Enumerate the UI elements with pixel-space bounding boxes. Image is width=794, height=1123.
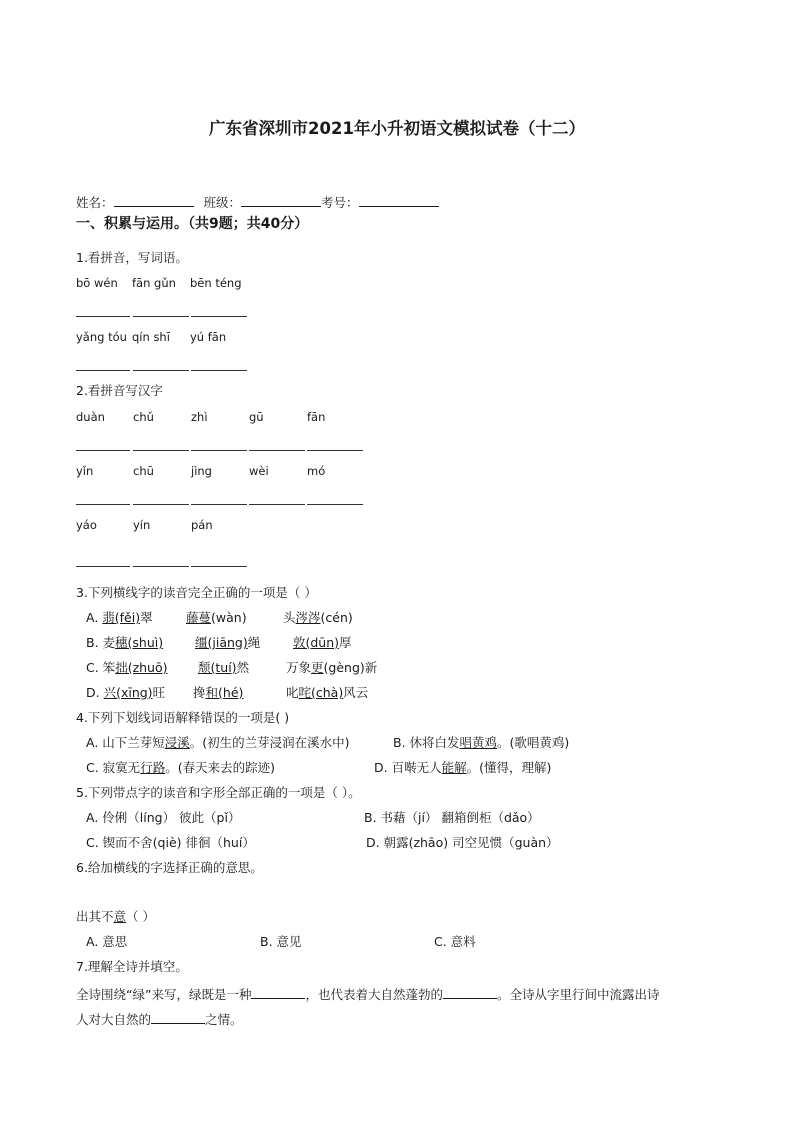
underlined-text: 颓(tuí): [198, 660, 237, 675]
q6-phrase: [76, 909, 155, 925]
answer-line[interactable]: [76, 370, 130, 371]
option-text: 。(春天来去的踪迹): [165, 760, 275, 775]
q4-option-c[interactable]: [86, 760, 275, 776]
q3-option-b[interactable]: [86, 635, 163, 651]
q4-option-a[interactable]: [86, 735, 350, 751]
fill-blank[interactable]: [443, 985, 497, 999]
q2-pinyin: duàn: [76, 410, 105, 424]
option-text: C. 笨: [86, 660, 116, 675]
underlined-text: 咤(chà): [298, 685, 344, 700]
name-label: 姓名：: [76, 195, 114, 210]
student-info-row: [76, 193, 439, 211]
answer-line[interactable]: [307, 504, 363, 505]
q3-option-c-word3: [286, 660, 377, 676]
q1-pinyin: yú fān: [190, 330, 227, 344]
option-text: 风云: [343, 685, 369, 700]
underlined-text: 穗(shuì): [115, 635, 164, 650]
prompt-text: 全诗围绕“绿”来写，绿既是一种: [76, 987, 252, 1002]
answer-line[interactable]: [76, 316, 130, 317]
option-text: 然: [236, 660, 250, 675]
option-text: (wàn): [211, 610, 247, 625]
q3-option-c[interactable]: [86, 660, 168, 676]
q1-pinyin: yǎng tóu: [76, 330, 127, 344]
q7-line-2: [76, 1010, 243, 1028]
q4-option-b[interactable]: [393, 735, 569, 751]
prompt-text: ，也代表着大自然蓬勃的: [305, 987, 443, 1002]
answer-line[interactable]: [191, 504, 247, 505]
underlined-text: 拙(zhuō): [115, 660, 168, 675]
option-text: 翠: [140, 610, 153, 625]
option-text: C. 寂寞无: [86, 760, 141, 775]
fill-blank[interactable]: [151, 1010, 205, 1024]
q1-pinyin: bēn téng: [190, 276, 242, 290]
question-2-stem: 2.看拼音写汉字: [76, 383, 163, 398]
q5-option-c[interactable]: C. 锲而不舍(qiè) 徘徊（huí）: [86, 835, 255, 850]
name-blank[interactable]: [114, 193, 194, 207]
underlined-text: 浸溪: [164, 735, 190, 750]
q1-pinyin: qín shī: [132, 330, 170, 344]
q5-option-b[interactable]: B. 书藉（jí） 翻箱倒柜（dǎo）: [364, 810, 540, 825]
q2-pinyin: chū: [133, 464, 154, 478]
underlined-text: 兴(xīng): [103, 685, 153, 700]
q2-pinyin: pán: [191, 518, 213, 532]
option-text: A. 山下兰芽短: [86, 735, 165, 750]
option-text: 叱: [286, 685, 299, 700]
answer-line[interactable]: [191, 450, 247, 451]
answer-line[interactable]: [133, 370, 189, 371]
q3-option-b-word2: [195, 635, 260, 651]
underlined-text: 唱黄鸡: [459, 735, 498, 750]
q2-pinyin: chǔ: [133, 410, 154, 424]
option-text: 。(歌唱黄鸡): [497, 735, 570, 750]
q3-option-d-word2: [193, 685, 243, 701]
underlined-text: 意: [113, 909, 127, 924]
q5-option-a[interactable]: A. 伶俐（líng） 彼此（pǐ）: [86, 810, 241, 825]
option-text: 。(初生的兰芽浸润在溪水中): [189, 735, 350, 750]
q3-option-a-word2: [186, 610, 247, 626]
underlined-text: 能解: [441, 760, 467, 775]
exam-no-blank[interactable]: [359, 193, 439, 207]
q2-pinyin: yáo: [76, 518, 97, 532]
answer-line[interactable]: [76, 450, 130, 451]
q2-pinyin: fān: [307, 410, 326, 424]
option-text: 头: [283, 610, 296, 625]
q6-option-c[interactable]: C. 意料: [434, 934, 476, 949]
answer-paren[interactable]: （ ）: [126, 909, 156, 924]
q6-option-b[interactable]: B. 意见: [260, 934, 302, 949]
q1-pinyin: fān gǔn: [132, 276, 176, 290]
underlined-text: 和(hé): [205, 685, 244, 700]
option-text: (gèng)新: [323, 660, 378, 675]
q2-pinyin: yǐn: [76, 464, 94, 478]
fill-blank[interactable]: [251, 985, 305, 999]
underlined-text: 涔涔: [295, 610, 321, 625]
q6-option-a[interactable]: A. 意思: [86, 934, 128, 949]
answer-line[interactable]: [191, 370, 247, 371]
q2-pinyin: jìng: [191, 464, 212, 478]
q3-option-d[interactable]: [86, 685, 165, 701]
q1-pinyin: bō wén: [76, 276, 118, 290]
q3-option-a[interactable]: [86, 610, 153, 626]
q2-pinyin: gū: [249, 410, 264, 424]
underlined-text: 缰(jiāng): [195, 635, 248, 650]
prompt-text: 。全诗从字里行间中流露出诗: [496, 987, 660, 1002]
option-text: 万象: [286, 660, 312, 675]
answer-line[interactable]: [76, 566, 130, 567]
option-text: (cén): [320, 610, 353, 625]
answer-line[interactable]: [191, 316, 247, 317]
option-text: D.: [86, 685, 104, 700]
question-7-stem: 7.理解全诗并填空。: [76, 959, 188, 974]
q3-option-c-word2: [198, 660, 249, 676]
question-6-stem: 6.给加横线的字选择正确的意思。: [76, 860, 263, 875]
underlined-text: 更: [311, 660, 324, 675]
underlined-text: 行路: [140, 760, 166, 775]
prompt-text: 人对大自然的: [76, 1012, 152, 1027]
class-blank[interactable]: [241, 193, 321, 207]
answer-line[interactable]: [133, 504, 189, 505]
q5-option-d[interactable]: D. 朝露(zhāo) 司空见惯（guàn）: [366, 835, 559, 850]
underlined-text: 藤蔓: [186, 610, 212, 625]
answer-line[interactable]: [307, 450, 363, 451]
option-text: B. 麦: [86, 635, 116, 650]
q3-option-a-word3: [283, 610, 353, 626]
answer-line[interactable]: [133, 316, 189, 317]
q2-pinyin: wèi: [249, 464, 269, 478]
prompt-text: 之情。: [205, 1012, 243, 1027]
option-text: D. 百啭无人: [374, 760, 442, 775]
question-4-stem: 4.下列下划线词语解释错误的一项是( ): [76, 710, 290, 725]
question-3-stem: 3.下列横线字的读音完全正确的一项是（ ）: [76, 585, 317, 600]
option-text: B. 休将白发: [393, 735, 460, 750]
page-title: 广东省深圳市2021年小升初语文模拟试卷（十二）: [209, 119, 585, 138]
answer-line[interactable]: [133, 566, 189, 567]
option-text: 搀: [193, 685, 206, 700]
answer-line[interactable]: [133, 450, 189, 451]
question-1-stem: 1.看拼音，写词语。: [76, 250, 188, 265]
option-text: 。(懂得，理解): [466, 760, 552, 775]
option-text: 厚: [339, 635, 352, 650]
option-text: 绳: [247, 635, 261, 650]
underlined-text: 翡(fěi): [102, 610, 141, 625]
section-heading: 一、积累与运用。（共9题；共40分）: [76, 216, 309, 232]
underlined-text: 敦(dūn): [293, 635, 340, 650]
question-5-stem: 5.下列带点字的读音和字形全部正确的一项是（ ）。: [76, 785, 361, 800]
class-label: 班级：: [203, 195, 242, 210]
q2-pinyin: yín: [133, 518, 151, 532]
exam-no-label: 考号：: [321, 195, 359, 210]
q7-line-1: [76, 985, 659, 1003]
answer-line[interactable]: [249, 504, 305, 505]
option-text: 旺: [152, 685, 166, 700]
answer-line[interactable]: [191, 566, 247, 567]
q4-option-d[interactable]: [374, 760, 551, 776]
option-text: A.: [86, 610, 103, 625]
q3-option-b-word3: [293, 635, 352, 651]
phrase-text: 出其不: [76, 909, 114, 924]
answer-line[interactable]: [249, 450, 305, 451]
answer-line[interactable]: [76, 504, 130, 505]
q2-pinyin: mó: [307, 464, 326, 478]
q2-pinyin: zhì: [191, 410, 208, 424]
q3-option-d-word3: [286, 685, 368, 701]
